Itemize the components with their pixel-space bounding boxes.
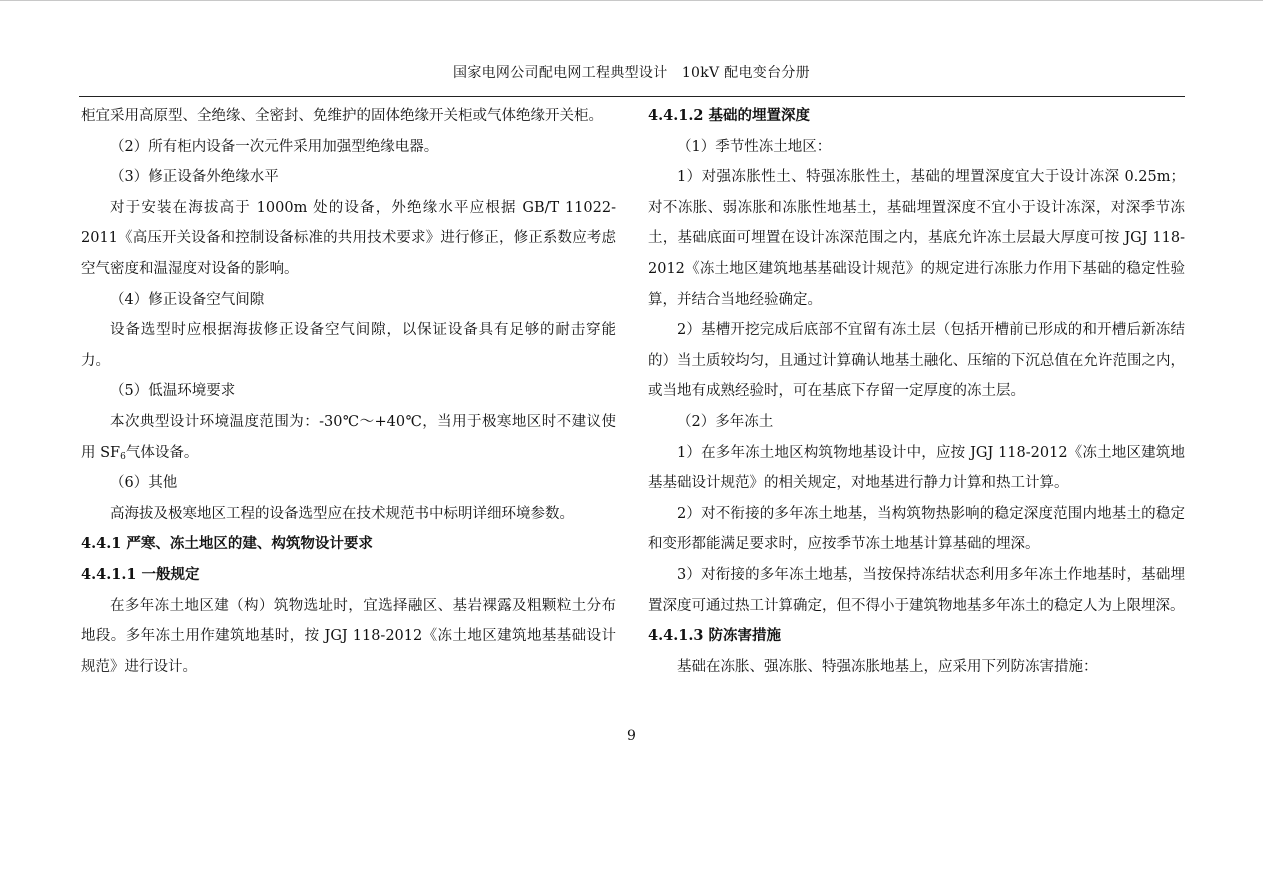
subsection-heading: 4.4.1.2 基础的埋置深度 bbox=[648, 107, 811, 124]
paragraph: 2）基槽开挖完成后底部不宜留有冻土层（包括开槽前已形成的和开槽后新冻结的）当土质较均匀，且通过计算确认地基土融化、压缩的下沉总值在允许范围之内，或当地有成熟经验时，可在基底下存留一定厚度的冻土层。 bbox=[648, 322, 1185, 400]
subscript: 6 bbox=[120, 451, 126, 462]
paragraph: 基础在冻胀、强冻胀、特强冻胀地基上，应采用下列防冻害措施： bbox=[677, 658, 1098, 675]
text-run: 本次典型设计环境温度范围为：-30℃～+40℃，当用于极寒地区时不建议使用 SF bbox=[81, 413, 616, 461]
page-header: 国家电网公司配电网工程典型设计 10kV 配电变台分册 bbox=[453, 65, 810, 81]
paragraph: 柜宜采用高原型、全绝缘、全密封、免维护的固体绝缘开关柜或气体绝缘开关柜。 bbox=[81, 108, 603, 124]
section-heading: 4.4.1 严寒、冻土地区的建、构筑物设计要求 bbox=[81, 535, 373, 553]
right-column bbox=[648, 101, 1185, 682]
list-item: （3）修正设备外绝缘水平 bbox=[110, 169, 279, 186]
list-item: （1）季节性冻土地区： bbox=[677, 138, 832, 155]
paragraph: 设备选型时应根据海拔修正设备空气间隙，以保证设备具有足够的耐击穿能力。 bbox=[81, 322, 616, 369]
paragraph: 2）对不衔接的多年冻土地基，当构筑物热影响的稳定深度范围内地基土的稳定和变形都能满足要求时，应按季节冻土地基计算基础的埋深。 bbox=[648, 505, 1185, 553]
subsection-heading: 4.4.1.3 防冻害措施 bbox=[648, 627, 782, 645]
top-border-line bbox=[0, 0, 1263, 1]
text-run: 气体设备。 bbox=[125, 444, 199, 461]
paragraph bbox=[81, 407, 616, 468]
paragraph: 对于安装在海拔高于 1000m 处的设备，外绝缘水平应根据 GB/T 11022-2011《高压开关设备和控制设备标准的共用技术要求》进行修正，修正系数应考虑空气密度和温湿度对设备的影响。 bbox=[81, 199, 616, 277]
paragraph: 1）在多年冻土地区构筑物地基设计中，应按 JGJ 118-2012《冻土地区建筑地基基础设计规范》的相关规定，对地基进行静力计算和热工计算。 bbox=[648, 444, 1185, 492]
paragraph: 在多年冻土地区建（构）筑物选址时，宜选择融区、基岩裸露及粗颗粒土分布地段。多年冻土用作建筑地基时，按 JGJ 118-2012《冻土地区建筑地基基础设计规范》进行设计。 bbox=[81, 597, 616, 675]
paragraph: 3）对衔接的多年冻土地基，当按保持冻结状态利用多年冻土作地基时，基础埋置深度可通过热工计算确定，但不得小于建筑物地基多年冻土的稳定人为上限埋深。 bbox=[648, 566, 1185, 614]
page-number: 9 bbox=[627, 728, 636, 744]
subsection-heading: 4.4.1.1 一般规定 bbox=[81, 565, 200, 583]
header-divider bbox=[79, 96, 1185, 97]
paragraph: 1）对强冻胀性土、特强冻胀性土，基础的埋置深度宜大于设计冻深 0.25m；对不冻胀、弱冻胀和冻胀性地基土，基础埋置深度不宜小于设计冻深，对深季节冻土，基础底面可埋置在设计冻深范围之内，基底允许冻土层最大厚度可按 JGJ 118-2012《冻土地区建筑地基基础设计规范》的规定进行冻胀力作用下基础的稳定性验算，并结合当地经验确定。 bbox=[648, 169, 1185, 308]
list-item: （4）修正设备空气间隙 bbox=[110, 291, 265, 308]
paragraph: 高海拔及极寒地区工程的设备选型应在技术规范书中标明详细环境参数。 bbox=[110, 505, 574, 522]
list-item: （2）所有柜内设备一次元件采用加强型绝缘电器。 bbox=[110, 138, 439, 155]
left-column bbox=[81, 101, 616, 682]
list-item: （5）低温环境要求 bbox=[110, 383, 236, 400]
list-item: （6）其他 bbox=[110, 475, 178, 492]
list-item: （2）多年冻土 bbox=[677, 413, 774, 430]
